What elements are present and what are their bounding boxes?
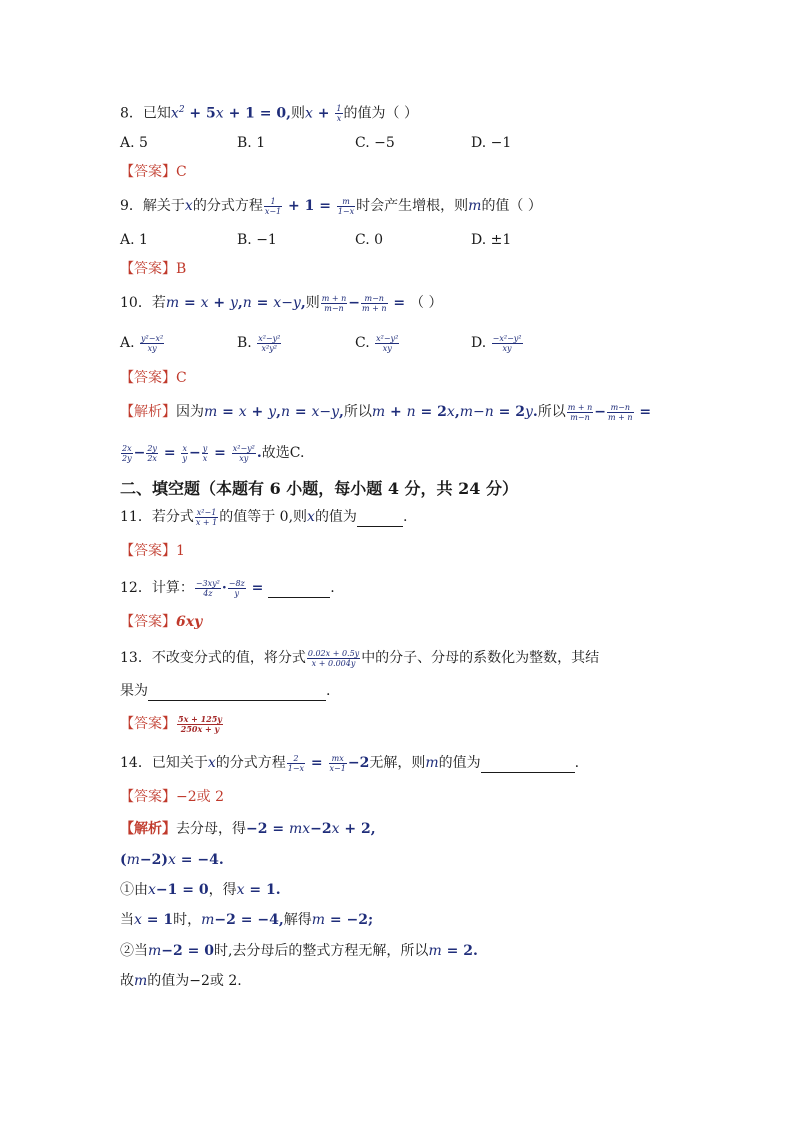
q14-text-a: 已知关于 [151,755,208,771]
answer-tag: 【答案】 [120,261,176,277]
q14-step1: ①由 [120,882,148,898]
q8-option-a: A. 5 [120,135,148,151]
q14-analysis-4: 当x = 1时，m−2 = −4,解得m = −2; [120,912,374,928]
q11-text-a: 若分式 [151,509,194,525]
q13-text-c: 果为 [120,683,148,699]
q8-text-c: 的值为（ ） [343,105,418,122]
q14-answer-value: −2或 2 [176,789,224,805]
q10-analysis-line-1: 【解析】因为m = x + y,n = x−y,所以m + n = 2x,m−n = 2y.所以 $\frac{m + n}{m-n}$ − $\frac{m-n}{m + n}$ = [120,402,652,422]
q14-text-c: 无解，则 [369,755,426,771]
q12-number: 12． [120,580,152,596]
q14-step2c: 解得 [283,912,312,928]
q14-conclusion-a: 故 [120,973,134,989]
q9-text-d: 的值（ ） [481,198,542,214]
q10-analysis-a: 因为 [176,404,204,420]
q8-option-d: D. −1 [471,135,512,151]
q11-number: 11． [120,509,152,525]
q9-option-c: C. 0 [355,232,384,248]
answer-tag: 【答案】 [120,370,176,386]
q10-option-d: D. $\frac{\text{−x²−y²}}{xy}$ [471,333,522,353]
q10-number: 10． [120,295,152,311]
q14-text-b: 的分式方程 [215,755,286,771]
q8-number: 8． [120,105,143,122]
analysis-tag: 【解析】 [120,404,176,420]
q14-number: 14． [120,755,152,771]
q14-step1b: ，得 [208,882,237,898]
question-8: 8．已知$x^2 + 5x + 1 = 0$,则x + $\frac{1}{x}$ 的值为（ ） [120,104,418,124]
q9-option-a: A. 1 [120,232,148,248]
q10-answer-value: C [176,370,187,386]
q13-text-b: 中的分子、分母的系数化为整数，其结 [361,650,600,666]
question-13-cont: 果为 . [120,683,331,699]
q8-option-b: B. 1 [237,135,266,151]
q10-answer [120,368,187,388]
q14-analysis-2: (m−2)x = −4. [120,852,224,868]
q14-analysis-1: 【解析】去分母，得−2 = mx−2x + 2, [120,821,376,837]
q14-text-d: 的值为 [438,755,481,771]
q14-step2b: 时， [173,912,202,928]
question-14: 14．已知关于x的分式方程 $\frac{2}{1-x}$ = $\frac{mx}{x-1}$ −2无解，则m的值为 . [120,753,580,773]
question-9: 9．解关于x的分式方程 $\frac{1}{x-1}$ + 1 = $\frac{m}{1-x}$ 时会产生增根，则m的值（ ） [120,196,542,216]
q8-text: 已知 [142,105,171,122]
q12-answer-value: 6xy [176,614,203,630]
q10-analysis-b: 所以 [343,404,372,420]
q11-blank [357,512,403,527]
q9-number: 9． [120,198,143,214]
q14-step3b: 时,去分母后的整式方程无解，所以 [213,943,429,959]
q13-answer-fraction: $\frac{5x + 125y}{250x + y}$ [178,713,222,734]
q10-option-a: A. $\frac{\text{y²−x²}}{xy}$ [120,333,164,353]
q10-text-b: 则 [305,295,320,311]
q14-conclusion: 故m的值为−2或 2. [120,973,242,989]
q13-number: 13． [120,650,152,666]
q8-answer [120,162,187,182]
q10-analysis-c: 所以 [537,404,566,420]
q9-text-a: 解关于 [142,198,185,214]
q8-answer-value: C [176,164,187,180]
q11-answer [120,541,185,561]
q10-option-a-label: A. [120,335,135,351]
q10-analysis-d: 故选C. [261,445,305,461]
question-12: 12．计算： $\frac{\text{−3xy²}}{4z}$ · $\frac{-8z}{y}$ = . [120,578,335,598]
question-13: 13．不改变分式的值，将分式 $\frac{0.02x + 0.5y}{x + 0.004y}$ 中的分子、分母的系数化为整数，其结 [120,648,600,668]
q14-conclusion-b: 的值为−2或 2. [147,973,242,989]
question-10: 10．若m = x + y,n = x−y,则 $\frac{m + n}{m-n}$ − $\frac{m-n}{m + n}$ = （ ） [120,293,443,313]
q11-answer-value: 1 [176,543,185,559]
section-title: 二、填空题（本题有 6 小题，每小题 4 分，共 24 分） [120,479,518,498]
q10-option-b-label: B. [237,335,252,351]
q14-step2: 当 [120,912,134,928]
analysis-tag: 【解析】 [120,821,176,837]
q12-blank [268,583,330,598]
q14-analysis-3: ①由x−1 = 0，得x = 1. [120,882,281,898]
q9-answer-value: B [176,261,187,277]
q9-option-b: B. −1 [237,232,277,248]
q10-option-c: C. $\frac{\text{x²−y²}}{xy}$ [355,333,399,353]
q10-option-c-label: C. [355,335,370,351]
q11-text-c: 的值为 [314,509,357,525]
q9-text-c: 时会产生增根，则 [356,198,469,214]
answer-tag: 【答案】 [120,543,176,559]
q14-analysis-1-text: 去分母，得 [176,821,246,837]
q14-answer [120,787,224,807]
q9-answer [120,259,186,279]
q10-analysis-line-2: $\frac{2x}{2y}$ − $\frac{2y}{2x}$ = $\frac{x}{y}$ − $\frac{y}{x}$ = $\frac{\text{x²−y²}}{xy}$ .故选C. [122,443,305,463]
q12-text-a: 计算： [151,580,194,596]
answer-tag: 【答案】 [120,789,176,805]
q14-step3: ②当 [120,943,148,959]
answer-tag: 【答案】 [120,716,176,732]
q12-answer [120,612,202,632]
q13-blank [148,686,326,701]
q10-option-d-label: D. [471,335,487,351]
question-11: 11．若分式 $\frac{\text{x²−1}}{x + 1}$ 的值等于 0,则x的值为 . [120,507,408,527]
q8-option-c: C. −5 [355,135,395,151]
q10-text-a: 若 [151,295,166,311]
q14-analysis-5: ②当m−2 = 0时,去分母后的整式方程无解，所以m = 2. [120,943,478,959]
answer-tag: 【答案】 [120,614,176,630]
q9-text-b: 的分式方程 [192,198,263,214]
q14-blank [481,758,575,773]
q8-text-b: 则 [291,105,306,122]
q10-option-b: B. $\frac{\text{x²−y²}}{\text{x²y²}}$ [237,333,281,353]
q11-text-b: 的值等于 0,则 [219,509,308,525]
answer-tag: 【答案】 [120,164,176,180]
q13-answer [120,714,224,734]
q10-text-c: （ ） [410,295,443,311]
q13-text-a: 不改变分式的值，将分式 [151,650,306,666]
q9-option-d: D. ±1 [471,232,512,248]
